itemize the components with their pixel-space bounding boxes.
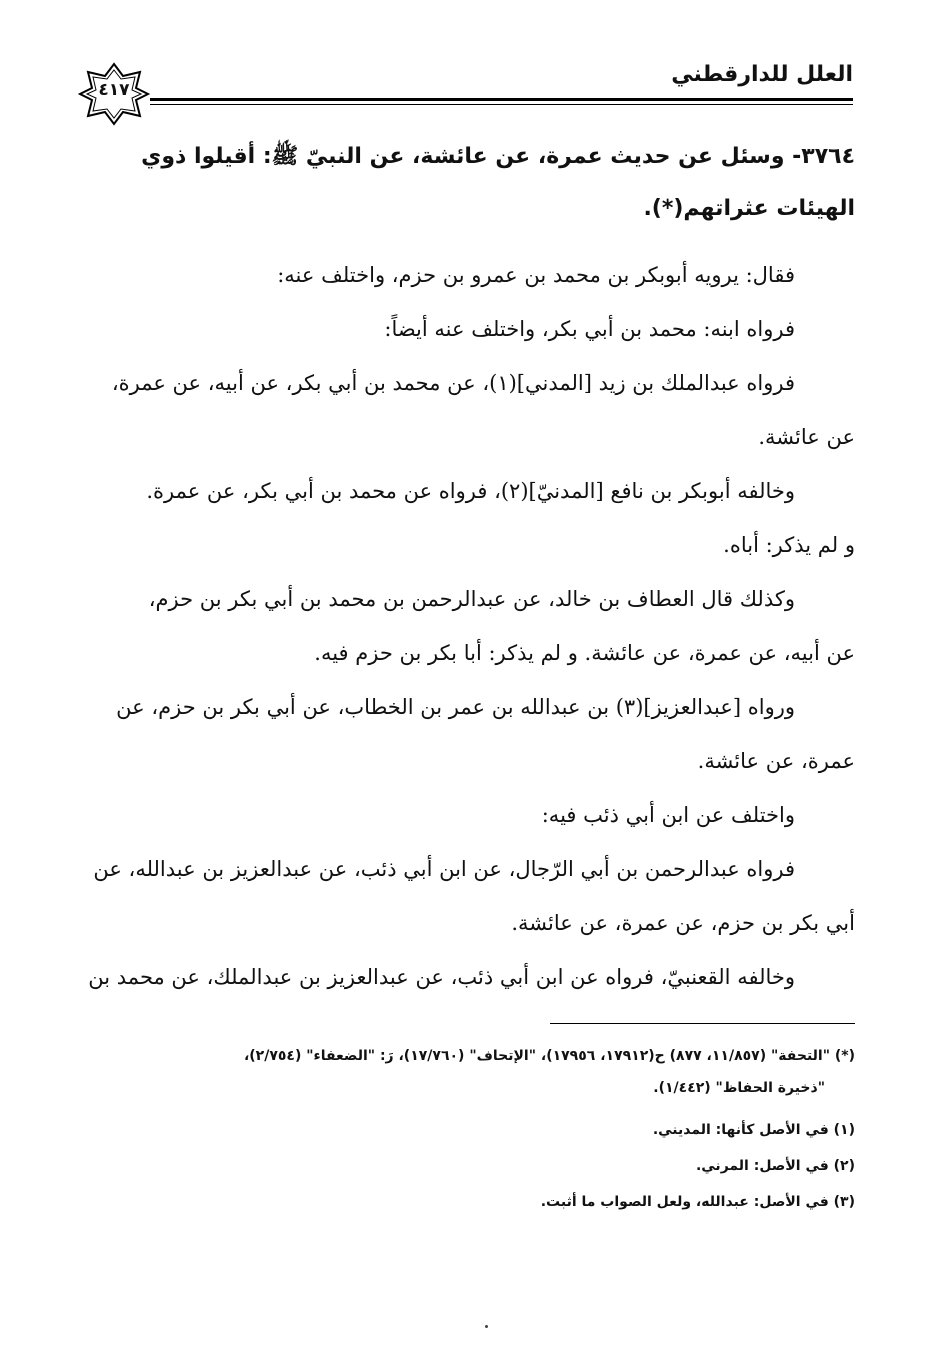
entry-title-line: الهيئات عثراتهم(*). [643, 196, 855, 221]
footnote-separator [550, 1023, 855, 1024]
entry-title-line: ٣٧٦٤- وسئل عن حديث عمرة، عن عائشة، عن النبيّ ﷺ: أقيلوا ذوي [141, 144, 855, 169]
footnote: (٢) في الأصل: المرني. [695, 1158, 855, 1174]
body-line: عمرة، عن عائشة. [697, 749, 855, 773]
body-line: وكذلك قال العطاف بن خالد، عن عبدالرحمن بن محمد بن أبي بكر بن حزم، [148, 587, 795, 611]
scan-speck [485, 1325, 488, 1328]
running-header-title: العلل للدارقطني [671, 62, 853, 87]
footnote: (٣) في الأصل: عبدالله، ولعل الصواب ما أثبت. [540, 1194, 855, 1210]
body-line: فرواه عبدالرحمن بن أبي الرّجال، عن ابن أبي ذئب، عن عبدالعزيز بن عبدالله، عن [93, 857, 795, 881]
body-line: فرواه عبدالملك بن زيد [المدني](١)، عن محمد بن أبي بكر، عن أبيه، عن عمرة، [111, 371, 795, 395]
body-line: فقال: يرويه أبوبكر بن محمد بن عمرو بن حزم، واختلف عنه: [277, 263, 795, 287]
body-line: ورواه [عبدالعزيز](٣) بن عبدالله بن عمر بن الخطاب، عن أبي بكر بن حزم، عن [116, 695, 795, 719]
body-line: و لم يذكر: أباه. [723, 533, 855, 557]
page-number: ٤١٧ [98, 80, 130, 100]
header-rule-thin [150, 104, 853, 105]
body-line: وخالفه القعنبيّ، فرواه عن ابن أبي ذئب، عن عبدالعزيز بن عبدالملك، عن محمد بن [88, 965, 795, 989]
header-rule-thick [150, 98, 853, 101]
footnote: (*) "التحفة" (١١/٨٥٧، ٨٧٧) ح(١٧٩١٢، ١٧٩٥٦)، "الإتحاف" (١٧/٧٦٠)، رَ: "الضعفاء" (٢/٧٥٤)، [243, 1048, 855, 1064]
footnote: (١) في الأصل كأنها: المديني. [652, 1122, 855, 1138]
footnote: "ذخيرة الحفاظ" (١/٤٤٢). [653, 1080, 825, 1096]
body-line: فرواه ابنه: محمد بن أبي بكر، واختلف عنه أيضاً: [384, 317, 795, 341]
body-line: عن عائشة. [758, 425, 855, 449]
body-line: واختلف عن ابن أبي ذئب فيه: [541, 803, 795, 827]
body-line: عن أبيه، عن عمرة، عن عائشة. و لم يذكر: أبا بكر بن حزم فيه. [314, 641, 855, 665]
body-line: وخالفه أبوبكر بن نافع [المدنيّ](٢)، فرواه عن محمد بن أبي بكر، عن عمرة. [146, 479, 795, 503]
body-line: أبي بكر بن حزم، عن عمرة، عن عائشة. [511, 911, 855, 935]
